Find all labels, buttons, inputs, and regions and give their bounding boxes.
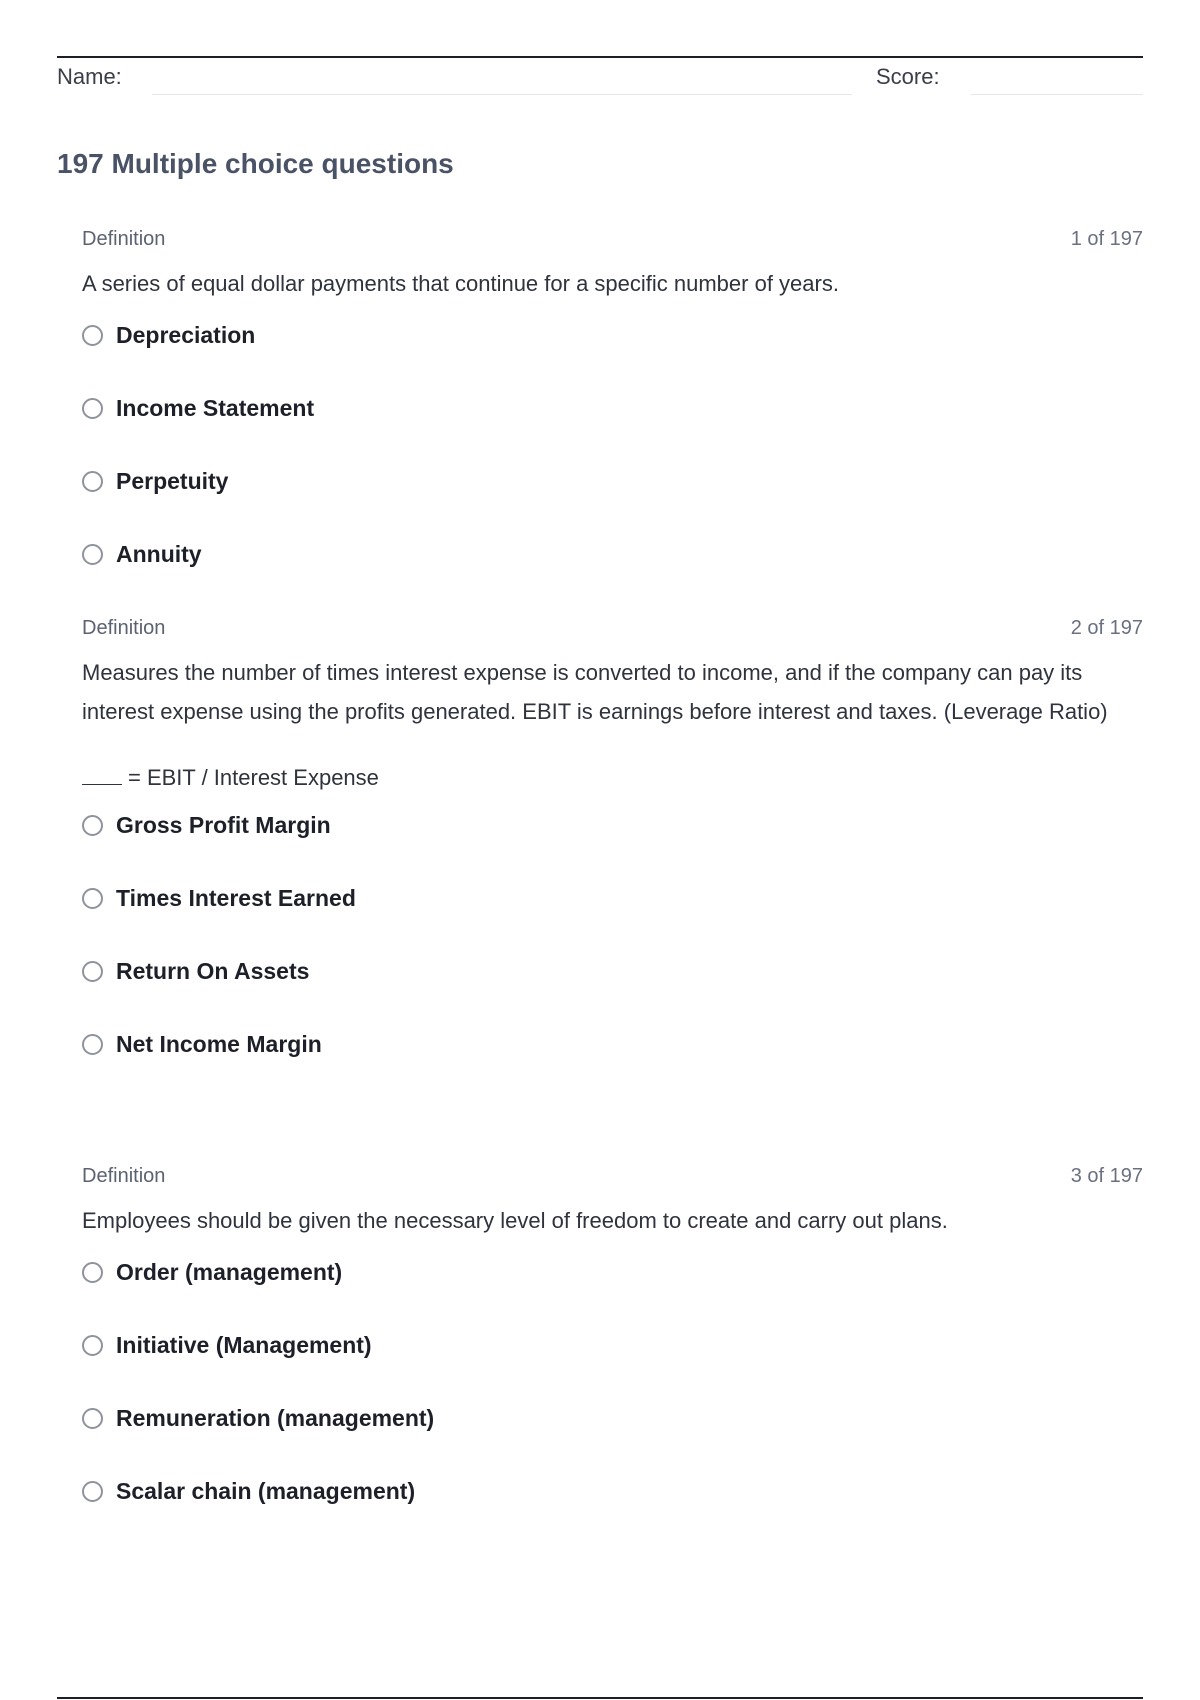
choice-option[interactable] (82, 953, 1143, 1026)
radio-button[interactable] (82, 1335, 103, 1356)
question-counter: 2 of 197 (1070, 617, 1143, 639)
choice-list (82, 317, 1143, 609)
question-meta (82, 617, 1143, 643)
answer-blank (82, 764, 122, 785)
question-kind: Definition (82, 1165, 166, 1187)
choice-label: Annuity (116, 541, 202, 567)
choice-option[interactable] (82, 1026, 1143, 1099)
choice-label: Scalar chain (management) (116, 1478, 416, 1504)
radio-button[interactable] (82, 961, 103, 982)
choice-option[interactable] (82, 536, 1143, 609)
choice-option[interactable] (82, 317, 1143, 390)
choice-list (82, 1254, 1143, 1546)
choice-label: Gross Profit Margin (116, 812, 331, 838)
choice-option[interactable] (82, 1254, 1143, 1327)
choice-label: Perpetuity (116, 468, 229, 494)
question-kind: Definition (82, 617, 166, 639)
choice-option[interactable] (82, 463, 1143, 536)
choice-option[interactable] (82, 1473, 1143, 1546)
choice-label: Return On Assets (116, 958, 310, 984)
choice-option[interactable] (82, 1400, 1143, 1473)
radio-button[interactable] (82, 544, 103, 565)
choice-label: Order (management) (116, 1259, 343, 1285)
header-row (57, 62, 1143, 98)
radio-button[interactable] (82, 815, 103, 836)
score-label: Score: (876, 64, 940, 89)
page-title: 197 Multiple choice questions (57, 148, 454, 179)
radio-button[interactable] (82, 1481, 103, 1502)
choice-label: Net Income Margin (116, 1031, 322, 1057)
question-prompt: Employees should be given the necessary level of freedom to create and carry out plans. (82, 1208, 948, 1233)
choice-label: Income Statement (116, 395, 315, 421)
question-2 (82, 617, 1143, 1099)
choice-label: Depreciation (116, 322, 256, 348)
choice-label: Initiative (Management) (116, 1332, 372, 1358)
question-kind: Definition (82, 228, 166, 250)
choice-list (82, 807, 1143, 1099)
radio-button[interactable] (82, 888, 103, 909)
name-field-line[interactable] (152, 94, 852, 95)
choice-option[interactable] (82, 1327, 1143, 1400)
question-3 (82, 1165, 1143, 1546)
question-counter: 1 of 197 (1070, 228, 1143, 250)
name-label: Name: (57, 64, 122, 89)
choice-option[interactable] (82, 390, 1143, 463)
question-prompt: Measures the number of times interest expense is converted to income, and if the company can pay its interest expense using the profits generated. EBIT is earnings before interest and taxes. (Leverage Ratio) (82, 660, 1108, 724)
question-meta (82, 228, 1143, 254)
radio-button[interactable] (82, 1034, 103, 1055)
question-prompt: A series of equal dollar payments that continue for a specific number of years. (82, 271, 839, 296)
top-divider (57, 56, 1143, 58)
formula-line (82, 763, 1143, 793)
radio-button[interactable] (82, 1408, 103, 1429)
score-field-line[interactable] (971, 94, 1143, 95)
choice-option[interactable] (82, 880, 1143, 953)
choice-option[interactable] (82, 807, 1143, 880)
radio-button[interactable] (82, 398, 103, 419)
question-meta (82, 1165, 1143, 1191)
question-counter: 3 of 197 (1070, 1165, 1143, 1187)
question-1 (82, 228, 1143, 609)
radio-button[interactable] (82, 1262, 103, 1283)
bottom-divider (57, 1697, 1143, 1699)
choice-label: Times Interest Earned (116, 885, 356, 911)
choice-label: Remuneration (management) (116, 1405, 435, 1431)
radio-button[interactable] (82, 325, 103, 346)
radio-button[interactable] (82, 471, 103, 492)
formula-text: = EBIT / Interest Expense (128, 765, 379, 790)
